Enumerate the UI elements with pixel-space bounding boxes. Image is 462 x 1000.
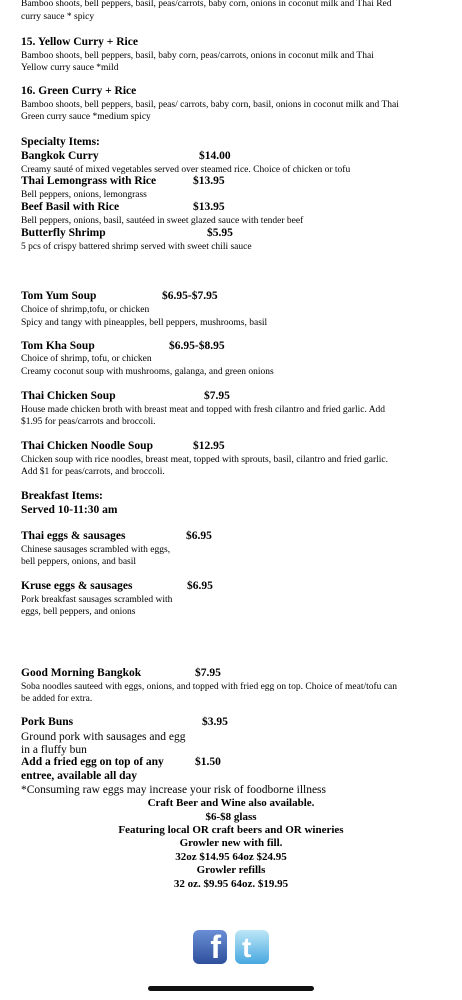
intro-line-2: curry sauce * spicy <box>21 12 95 22</box>
fried-egg-line-1: Add a fried egg on top of any <box>21 756 164 768</box>
pork-buns-name: Pork Buns <box>21 716 74 728</box>
bangkok-curry-name: Bangkok Curry <box>21 150 99 162</box>
kruse-eggs-name: Kruse eggs & sausages <box>21 580 133 592</box>
lemongrass-name: Thai Lemongrass with Rice <box>21 175 157 187</box>
twitter-icon[interactable]: t <box>235 930 269 964</box>
butterfly-shrimp-price: $5.95 <box>207 227 233 239</box>
butterfly-shrimp-name: Butterfly Shrimp <box>21 227 106 239</box>
tom-yum-desc-2: Spicy and tangy with pineapples, bell peppers, mushrooms, basil <box>21 318 268 328</box>
pork-buns-desc-1: Ground pork with sausages and egg <box>21 731 186 743</box>
facebook-icon[interactable]: f <box>193 930 227 964</box>
tom-kha-desc-1: Choice of shrimp, tofu, or chicken <box>21 354 152 364</box>
fried-egg-price: $1.50 <box>195 756 221 768</box>
good-morning-price: $7.95 <box>195 667 221 679</box>
thai-chicken-soup-name: Thai Chicken Soup <box>21 390 116 402</box>
kruse-eggs-desc-2: eggs, bell peppers, and onions <box>21 607 136 617</box>
breakfast-served: Served 10-11:30 am <box>21 504 118 516</box>
thai-chicken-soup-price: $7.95 <box>204 390 230 402</box>
thai-eggs-price: $6.95 <box>186 530 212 542</box>
chicken-noodle-soup-desc-1: Chicken soup with rice noodles, breast meat, topped with sprouts, basil, cilantro and fried garlic. <box>21 455 388 465</box>
breakfast-heading: Breakfast Items: <box>21 490 103 502</box>
yellow-curry-title: 15. Yellow Curry + Rice <box>21 36 138 48</box>
tom-yum-desc-1: Choice of shrimp,tofu, or chicken <box>21 305 150 315</box>
fried-egg-line-2: entree, available all day <box>21 770 138 782</box>
thai-eggs-name: Thai eggs & sausages <box>21 530 126 542</box>
butterfly-shrimp-desc: 5 pcs of crispy battered shrimp served with sweet chili sauce <box>21 242 252 252</box>
thai-eggs-desc-2: bell peppers, onions, and basil <box>21 557 137 567</box>
tom-yum-price: $6.95-$7.95 <box>162 290 218 302</box>
good-morning-desc-1: Soba noodles sauteed with eggs, onions, and topped with fried egg on top. Choice of meat/tofu can <box>21 682 397 692</box>
tom-yum-name: Tom Yum Soup <box>21 290 97 302</box>
drinks-line-6: Growler refills <box>196 864 266 876</box>
pork-buns-price: $3.95 <box>202 716 228 728</box>
drinks-line-5: 32oz $14.95 64oz $24.95 <box>175 851 287 863</box>
bangkok-curry-price: $14.00 <box>199 150 231 162</box>
chicken-noodle-soup-desc-2: Add $1 for peas/carrots, and broccoli. <box>21 467 165 477</box>
tom-kha-name: Tom Kha Soup <box>21 340 95 352</box>
chicken-noodle-soup-price: $12.95 <box>193 440 225 452</box>
raw-egg-notice: *Consuming raw eggs may increase your risk of foodborne illness <box>21 784 327 796</box>
lemongrass-price: $13.95 <box>193 175 225 187</box>
drinks-line-2: $6-$8 glass <box>205 811 257 823</box>
tom-kha-desc-2: Creamy coconut soup with mushrooms, galanga, and green onions <box>21 367 274 377</box>
yellow-curry-desc-1: Bamboo shoots, bell peppers, basil, baby corn, peas/carrots, onions in coconut milk and Thai <box>21 51 374 61</box>
drinks-line-7: 32 oz. $9.95 64oz. $19.95 <box>173 878 289 890</box>
drinks-line-4: Growler new with fill. <box>179 837 283 849</box>
thai-chicken-soup-desc-1: House made chicken broth with breast meat and topped with fresh cilantro and fried garlic. Add <box>21 405 386 415</box>
beef-basil-price: $13.95 <box>193 201 225 213</box>
green-curry-title: 16. Green Curry + Rice <box>21 85 137 97</box>
beef-basil-desc: Bell peppers, onions, basil, sautéed in sweet glazed sauce with tender beef <box>21 216 304 226</box>
good-morning-name: Good Morning Bangkok <box>21 667 142 679</box>
tom-kha-price: $6.95-$8.95 <box>169 340 225 352</box>
pork-buns-desc-2: in a fluffy bun <box>21 744 87 756</box>
drinks-line-3: Featuring local OR craft beers and OR wineries <box>118 824 344 836</box>
thai-chicken-soup-desc-2: $1.95 for peas/carrots and broccoli. <box>21 417 156 427</box>
thai-eggs-desc-1: Chinese sausages scrambled with eggs, <box>21 545 171 555</box>
beef-basil-name: Beef Basil with Rice <box>21 201 120 213</box>
drinks-line-1: Craft Beer and Wine also available. <box>147 797 315 809</box>
bangkok-curry-desc: Creamy sauté of mixed vegetables served over steamed rice. Choice of chicken or tofu <box>21 165 351 175</box>
yellow-curry-desc-2: Yellow curry sauce *mild <box>21 63 119 73</box>
home-indicator[interactable] <box>148 986 314 991</box>
chicken-noodle-soup-name: Thai Chicken Noodle Soup <box>21 440 153 452</box>
kruse-eggs-price: $6.95 <box>187 580 213 592</box>
good-morning-desc-2: be added for extra. <box>21 694 93 704</box>
green-curry-desc-1: Bamboo shoots, bell peppers, basil, peas/ carrots, baby corn, basil, onions in coconut milk and Thai <box>21 100 399 110</box>
kruse-eggs-desc-1: Pork breakfast sausages scrambled with <box>21 595 173 605</box>
specialty-heading: Specialty Items: <box>21 136 100 148</box>
lemongrass-desc: Bell peppers, onions, lemongrass <box>21 190 147 200</box>
intro-line-1: Bamboo shoots, bell peppers, basil, peas/carrots, baby corn, onions in coconut milk and Thai Red <box>21 0 392 9</box>
green-curry-desc-2: Green curry sauce *medium spicy <box>21 112 151 122</box>
